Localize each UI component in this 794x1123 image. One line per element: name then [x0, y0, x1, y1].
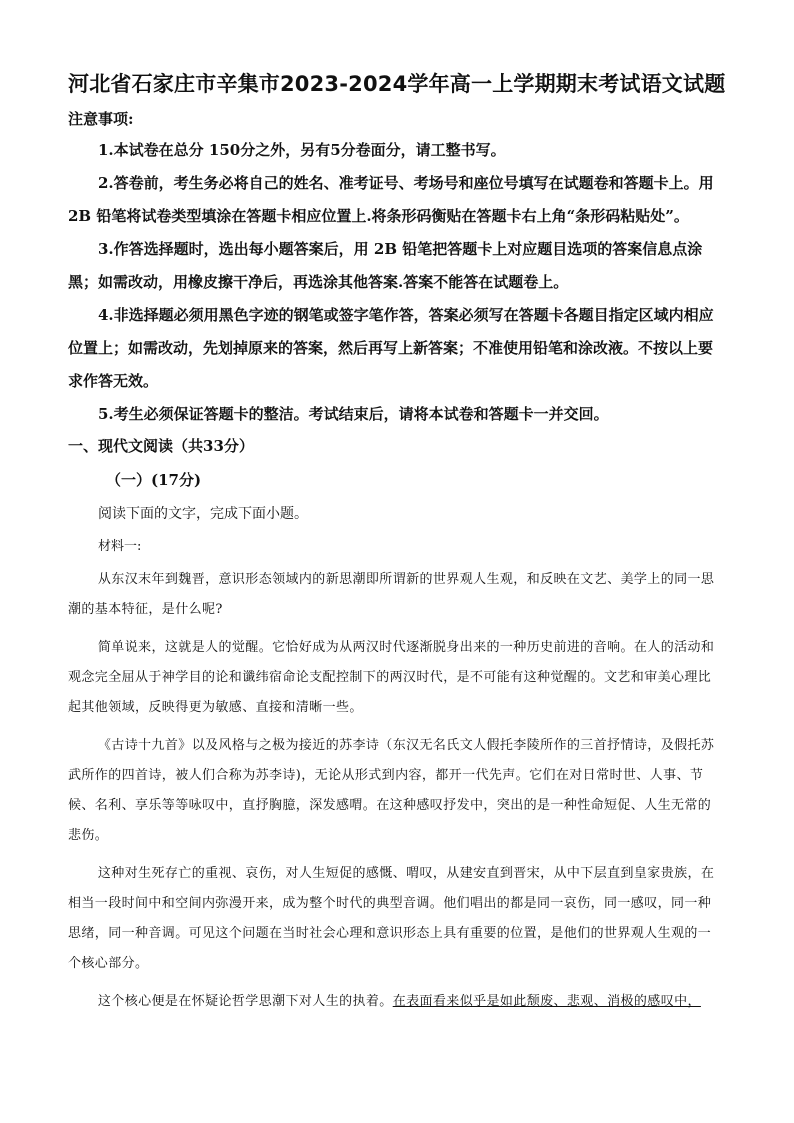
passage-paragraph-5 — [68, 987, 724, 1017]
notice-item-1: 1.本试卷在总分 150分之外，另有5分卷面分，请工整书写。 — [98, 141, 506, 159]
passage-paragraph-3: 《古诗十九首》以及风格与之极为接近的苏李诗（东汉无名氏文人假托李陵所作的三首抒情诗，及假托苏武所作的四首诗，被人们合称为苏李诗)，无论从形式到内容，都开一代先声。它们在对日常时世、人事、节候、名利、享乐等等咏叹中，直抒胸臆，深发感喟。在这种感叹抒发中，突出的是一种性命短促、人生无常的悲伤。 — [68, 738, 715, 843]
material-label: 材料一: — [98, 539, 142, 554]
notice-item-4: 4.非选择题必须用黑色字迹的钢笔或签字笔作答，答案必须写在答题卡各题目指定区域内相应位置上；如需改动，先划掉原来的答案，然后再写上新答案；不准使用铅笔和涂改液。不按以上要求作答无效。 — [68, 306, 714, 390]
notice-heading: 注意事项: — [68, 110, 134, 128]
paragraph-5-text: 这个核心便是在怀疑论哲学思潮下对人生的执着。 — [97, 994, 393, 1009]
notice-list — [68, 134, 724, 431]
passage-paragraph-2: 简单说来，这就是人的觉醒。它恰好成为从两汉时代逐渐脱身出来的一种历史前进的音响。在人的活动和观念完全屈从于神学目的论和谶纬宿命论支配控制下的两汉时代，是不可能有这种觉醒的。文艺和审美心理比起其他领域，反映得更为敏感、直接和清晰一些。 — [68, 640, 715, 715]
section-title: 一、现代文阅读（共33分） — [68, 437, 254, 455]
passage-paragraph-1: 从东汉末年到魏晋，意识形态领域内的新思潮即所谓新的世界观人生观，和反映在文艺、美学上的同一思潮的基本特征，是什么呢? — [68, 572, 715, 617]
subsection-title: （一）(17分) — [106, 471, 202, 489]
exam-title: 河北省石家庄市辛集市2023-2024学年高一上学期期末考试语文试题 — [68, 72, 726, 96]
notice-item-2: 2.答卷前，考生务必将自己的姓名、准考证号、考场号和座位号填写在试题卷和答题卡上。用 2B 铅笔将试卷类型填涂在答题卡相应位置上.将条形码衡贴在答题卡右上角“条形码粘贴处”。 — [68, 174, 714, 225]
notice-item-5: 5.考生必须保证答题卡的整洁。考试结束后，请将本试卷和答题卡一并交回。 — [98, 405, 609, 423]
passage-paragraph-4: 这种对生死存亡的重视、哀伤，对人生短促的感慨、喟叹，从建安直到晋宋，从中下层直到皇家贵族，在相当一段时间中和空间内弥漫开来，成为整个时代的典型音调。他们唱出的都是同一哀伤，同一感叹，同一种思绪，同一种音调。可见这个问题在当时社会心理和意识形态上具有重要的位置，是他们的世界观人生观的一个核心部分。 — [68, 866, 715, 971]
reading-instruction: 阅读下面的文字，完成下面小题。 — [98, 506, 308, 522]
underlined-sentence: 在表面看来似乎是如此颓废、悲观、消极的感叹中， — [392, 994, 701, 1009]
notice-item-3: 3.作答选择题时，选出每小题答案后，用 2B 铅笔把答题卡上对应题目选项的答案信息点涂黑；如需改动，用橡皮擦干净后，再选涂其他答案.答案不能答在试题卷上。 — [68, 240, 703, 291]
